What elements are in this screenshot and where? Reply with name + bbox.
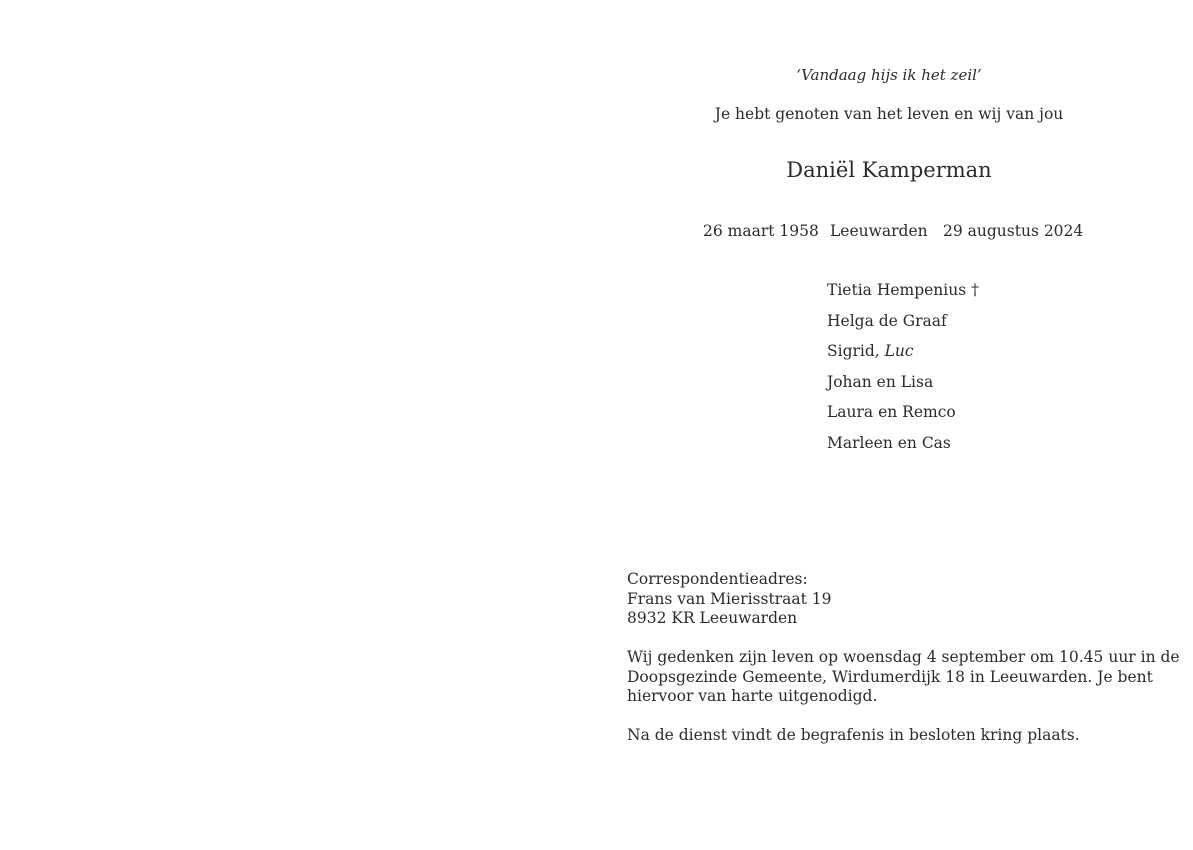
family-list [827, 280, 979, 463]
burial-notice: Na de dienst vindt de begrafenis in besloten kring plaats. [627, 726, 1080, 744]
family-member [827, 372, 979, 403]
family-member-partner: Luc [884, 342, 914, 360]
family-member-name: Johan en Lisa [827, 372, 934, 391]
family-member-name: Tietia Hempenius † [827, 281, 979, 299]
family-member-name: Laura en Remco [827, 403, 956, 421]
birth-date: 26 maart 1958 [703, 222, 819, 240]
subtitle-text: Je hebt genoten van het leven en wij van jou [714, 105, 1064, 123]
family-member [827, 402, 979, 433]
family-member [827, 311, 979, 342]
family-member-name: Helga de Graaf [827, 311, 947, 330]
blank-left-page [0, 0, 596, 850]
family-member [827, 341, 979, 372]
service-paragraph [627, 648, 1180, 707]
deceased-name: Daniël Kamperman [786, 158, 992, 182]
motto-quote: ‘Vandaag hijs ik het zeil’ [796, 66, 982, 84]
family-member [827, 433, 979, 464]
correspondence-address [627, 570, 831, 629]
address-city: 8932 KR Leeuwarden [627, 609, 798, 627]
service-line: Wij gedenken zijn leven op woensdag 4 september om 10.45 uur in de [627, 648, 1180, 666]
address-label: Correspondentieadres: [627, 570, 808, 588]
family-member [827, 280, 979, 311]
service-line: hiervoor van harte uitgenodigd. [627, 687, 878, 705]
death-date: 29 augustus 2024 [943, 222, 1084, 240]
family-member-name: Sigrid, [827, 342, 885, 360]
service-line: Doopsgezinde Gemeente, Wirdumerdijk 18 in Leeuwarden. Je bent [627, 667, 1153, 686]
birth-place: Leeuwarden [830, 222, 928, 240]
address-street: Frans van Mierisstraat 19 [627, 589, 832, 608]
announcement-page [597, 0, 1193, 850]
family-member-name: Marleen en Cas [827, 433, 951, 452]
